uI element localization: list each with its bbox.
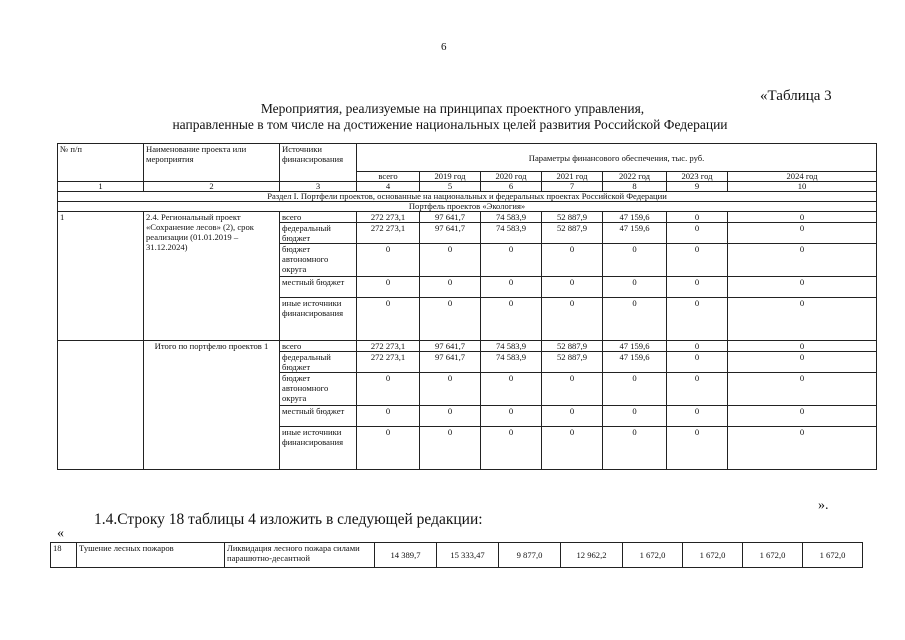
project-name: 2.4. Региональный проект «Сохранение лесов» (2), срок реализации (01.01.2019 – 31.12.2024) (144, 212, 280, 341)
cell-value: 0 (481, 373, 542, 406)
cell-value: 0 (603, 373, 667, 406)
column-number: 2 (144, 182, 280, 192)
cell-value: 0 (542, 373, 603, 406)
cell-value: 0 (481, 277, 542, 298)
cell-value: 97 641,7 (420, 352, 481, 373)
amendment-heading: 1.4.Строку 18 таблицы 4 изложить в следующей редакции: (94, 511, 483, 528)
row18-num: 18 (51, 543, 77, 568)
cell-value: 0 (481, 406, 542, 427)
cell-value: 0 (667, 427, 728, 470)
table-number: «Таблица 3 (760, 88, 832, 104)
cell-value: 0 (542, 298, 603, 341)
cell-value: 0 (420, 427, 481, 470)
opening-quote: « (57, 526, 64, 541)
table-title-line1: Мероприятия, реализуемые на принципах проектного управления, (260, 101, 645, 116)
cell-value: 0 (603, 427, 667, 470)
cell-value: 0 (603, 298, 667, 341)
column-number: 7 (542, 182, 603, 192)
cell-value: 0 (420, 244, 481, 277)
column-number: 6 (481, 182, 542, 192)
row18-name: Тушение лесных пожаров (77, 543, 225, 568)
cell-value: 0 (728, 298, 877, 341)
cell-value: 0 (728, 277, 877, 298)
header-year: 2020 год (481, 172, 542, 182)
cell-value: 0 (728, 244, 877, 277)
cell-value: 0 (728, 373, 877, 406)
cell-value: 14 389,7 (375, 543, 437, 568)
cell-value: 74 583,9 (481, 223, 542, 244)
cell-value: 47 159,6 (603, 341, 667, 352)
cell-value: 0 (542, 277, 603, 298)
header-year: 2023 год (667, 172, 728, 182)
cell-value: 0 (728, 352, 877, 373)
cell-value: 47 159,6 (603, 352, 667, 373)
cell-value: 0 (667, 223, 728, 244)
header-num: № п/п (58, 144, 144, 182)
cell-value: 97 641,7 (420, 341, 481, 352)
table-row (51, 543, 863, 568)
header-year: 2022 год (603, 172, 667, 182)
cell-value: 52 887,9 (542, 352, 603, 373)
source-label: иные источники финансирования (280, 298, 357, 341)
cell-value: 0 (603, 406, 667, 427)
cell-value: 272 273,1 (357, 223, 420, 244)
column-number: 10 (728, 182, 877, 192)
cell-value: 0 (420, 406, 481, 427)
header-year: 2024 год (728, 172, 877, 182)
cell-value: 272 273,1 (357, 352, 420, 373)
cell-value: 0 (420, 277, 481, 298)
column-number: 3 (280, 182, 357, 192)
cell-value: 1 672,0 (683, 543, 743, 568)
cell-value: 52 887,9 (542, 212, 603, 223)
cell-value: 52 887,9 (542, 341, 603, 352)
source-label: бюджет автономного округа (280, 244, 357, 277)
cell-value: 0 (728, 341, 877, 352)
cell-value: 1 672,0 (743, 543, 803, 568)
cell-value: 0 (481, 298, 542, 341)
cell-value: 74 583,9 (481, 341, 542, 352)
column-number: 4 (357, 182, 420, 192)
cell-value: 272 273,1 (357, 341, 420, 352)
page-number: 6 (441, 41, 447, 53)
cell-value: 0 (728, 406, 877, 427)
cell-value: 97 641,7 (420, 223, 481, 244)
cell-value: 0 (728, 427, 877, 470)
total-name: Итого по портфелю проектов 1 (144, 341, 280, 470)
cell-value: 0 (667, 298, 728, 341)
cell-value: 272 273,1 (357, 212, 420, 223)
cell-value: 0 (728, 212, 877, 223)
cell-value: 0 (357, 244, 420, 277)
column-number: 1 (58, 182, 144, 192)
cell-value: 0 (728, 223, 877, 244)
header-year: 2019 год (420, 172, 481, 182)
column-number: 9 (667, 182, 728, 192)
cell-value: 0 (420, 298, 481, 341)
cell-value: 0 (481, 427, 542, 470)
cell-value: 9 877,0 (499, 543, 561, 568)
closing-quote: ». (818, 498, 829, 513)
project-num: 1 (58, 212, 144, 341)
header-year: всего (357, 172, 420, 182)
cell-value: 47 159,6 (603, 212, 667, 223)
cell-value: 0 (357, 406, 420, 427)
cell-value: 74 583,9 (481, 352, 542, 373)
source-label: всего (280, 212, 357, 223)
cell-value: 1 672,0 (623, 543, 683, 568)
total-num-cell (58, 341, 144, 470)
cell-value: 0 (667, 373, 728, 406)
cell-value: 0 (667, 244, 728, 277)
cell-value: 0 (542, 406, 603, 427)
cell-value: 0 (603, 244, 667, 277)
cell-value: 0 (481, 244, 542, 277)
header-year: 2021 год (542, 172, 603, 182)
source-label: бюджет автономного округа (280, 373, 357, 406)
cell-value: 97 641,7 (420, 212, 481, 223)
cell-value: 0 (357, 298, 420, 341)
source-label: местный бюджет (280, 406, 357, 427)
cell-value: 15 333,47 (437, 543, 499, 568)
cell-value: 0 (357, 427, 420, 470)
table-title-line2: направленные в том числе на достижение национальных целей развития Российской Федерации (172, 117, 728, 132)
cell-value: 52 887,9 (542, 223, 603, 244)
source-label: всего (280, 341, 357, 352)
header-name: Наименование проекта или мероприятия (144, 144, 280, 182)
cell-value: 0 (357, 373, 420, 406)
cell-value: 12 962,2 (561, 543, 623, 568)
cell-value: 0 (667, 352, 728, 373)
column-number: 8 (603, 182, 667, 192)
source-label: местный бюджет (280, 277, 357, 298)
section-title: Раздел I. Портфели проектов, основанные на национальных и федеральных проектах Российской Федерации (58, 192, 877, 202)
cell-value: 0 (542, 427, 603, 470)
cell-value: 0 (667, 277, 728, 298)
cell-value: 0 (667, 406, 728, 427)
table-row (58, 212, 877, 223)
source-label: федеральный бюджет (280, 223, 357, 244)
row18-table (50, 542, 863, 568)
cell-value: 0 (603, 277, 667, 298)
cell-value: 74 583,9 (481, 212, 542, 223)
cell-value: 1 672,0 (803, 543, 863, 568)
cell-value: 0 (667, 212, 728, 223)
portfolio-title: Портфель проектов «Экология» (58, 202, 877, 212)
cell-value: 0 (667, 341, 728, 352)
column-number: 5 (420, 182, 481, 192)
header-params: Параметры финансового обеспечения, тыс. руб. (357, 144, 877, 172)
source-label: иные источники финансирования (280, 427, 357, 470)
cell-value: 0 (357, 277, 420, 298)
cell-value: 0 (542, 244, 603, 277)
financing-table (57, 143, 877, 470)
header-source: Источники финансирования (280, 144, 357, 182)
source-label: федеральный бюджет (280, 352, 357, 373)
table-row (58, 341, 877, 352)
cell-value: 0 (420, 373, 481, 406)
row18-desc: Ликвидация лесного пожара силами парашютно-десантной (225, 543, 375, 568)
cell-value: 47 159,6 (603, 223, 667, 244)
